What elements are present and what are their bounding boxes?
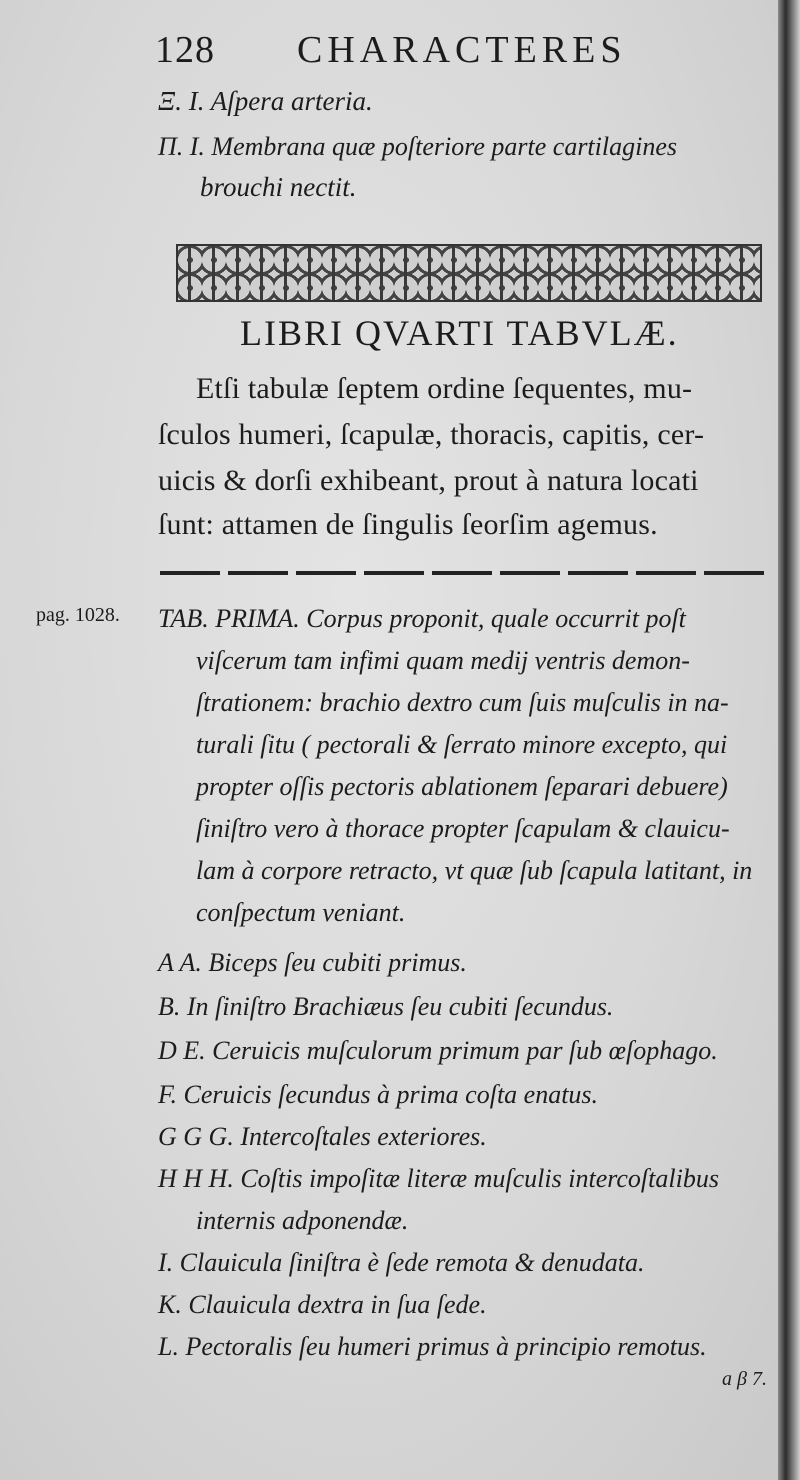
margin-note: pag. 1028. <box>36 604 120 626</box>
intro-line: Etſi tabulæ ſeptem ordine ſequentes, mu- <box>196 372 693 405</box>
tabula-line: lam à corpore retracto, vt quæ ſub ſcapula latitant, in <box>196 856 753 885</box>
legend-item: B. In ſiniſtro Brachiæus ſeu cubiti ſecundus. <box>158 992 614 1021</box>
running-title: CHARACTERES <box>297 29 627 71</box>
intro-line: ſunt: attamen de ſingulis ſeorſim agemus. <box>158 508 658 541</box>
legend-item: L. Pectoralis ſeu humeri primus à principio remotus. <box>158 1332 707 1361</box>
tabula-line: viſcerum tam infimi quam medij ventris demon- <box>196 646 690 675</box>
tabula-line: ſtrationem: brachio dextro cum ſuis muſculis in na- <box>196 688 729 717</box>
intro-line: ſculos humeri, ſcapulæ, thoracis, capitis, cer- <box>158 418 705 451</box>
page-number: 128 <box>155 29 215 71</box>
intro-line: uicis & dorſi exhibeant, prout à natura locati <box>158 464 699 497</box>
tabula-line: turali ſitu ( pectorali & ſerrato minore excepto, qui <box>196 730 728 759</box>
legend-item: H H H. Coſtis impoſitæ literæ muſculis intercoſtalibus <box>158 1164 719 1193</box>
tabula-line: conſpectum veniant. <box>196 898 406 927</box>
facing-page-edge <box>778 0 800 1480</box>
ornamental-band <box>176 244 762 302</box>
legend-item: K. Clauicula dextra in ſua ſede. <box>158 1290 487 1319</box>
section-heading: LIBRI QVARTI TABVLÆ. <box>240 313 679 353</box>
legend-item-continued: internis adponendæ. <box>196 1206 409 1235</box>
legend-item: D E. Ceruicis muſculorum primum par ſub œſophago. <box>158 1036 718 1065</box>
tabula-line: ſiniſtro vero à thorace propter ſcapulam & clauicu- <box>196 814 730 843</box>
legend-item: G G G. Intercoſtales exteriores. <box>158 1122 487 1151</box>
tabula-line: propter oſſis pectoris ablationem ſeparari debuere) <box>196 772 728 801</box>
legend-item: A A. Biceps ſeu cubiti primus. <box>158 948 467 977</box>
legend-item: F. Ceruicis ſecundus à prima coſta enatus. <box>158 1080 599 1109</box>
top-entry-pi-continued: brouchi nectit. <box>200 172 357 202</box>
catchword: a β 7. <box>722 1368 767 1390</box>
legend-item: I. Clauicula ſiniſtra è ſede remota & denudata. <box>158 1248 645 1277</box>
top-entry-xi: Ξ. I. Aſpera arteria. <box>158 86 373 116</box>
tabula-line: TAB. PRIMA. Corpus proponit, quale occurrit poſt <box>158 604 686 633</box>
top-entry-pi: Π. I. Membrana quæ poſteriore parte cartilagines <box>158 132 677 161</box>
section-rule <box>160 571 770 575</box>
